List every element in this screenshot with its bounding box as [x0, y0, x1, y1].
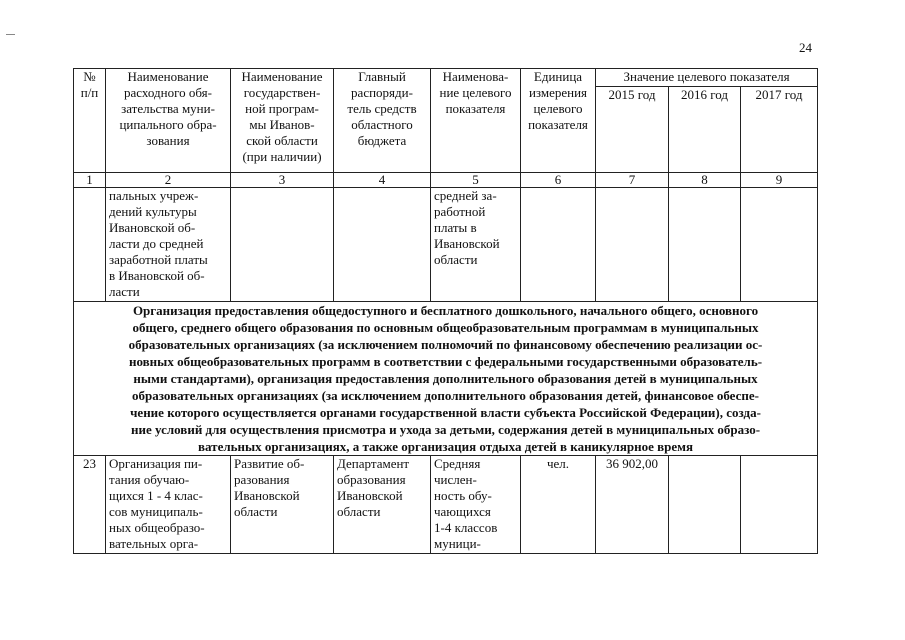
header-unit-line: целевого: [533, 101, 583, 116]
column-number: 2: [106, 173, 231, 188]
row23-value-2015: 36 902,00: [596, 456, 669, 554]
header-obligation-line: расходного обя-: [124, 85, 212, 100]
header-obligation: [106, 69, 231, 173]
header-indicator-line: Наименова-: [442, 69, 509, 84]
header-unit-line: Единица: [533, 69, 583, 84]
cont-indicator-line: платы в: [434, 220, 477, 235]
row23-obligation-line: ных общеобразо-: [109, 520, 205, 535]
header-num: [74, 69, 106, 173]
row23-value-2017: [741, 456, 818, 554]
row23-indicator-line: 1-4 классов: [434, 520, 498, 535]
header-program-line: государствен-: [243, 85, 321, 100]
section-heading-line: новных общеобразовательных программ в соответствии с федеральными государственными образователь-: [129, 354, 763, 369]
header-obligation-line: Наименование: [127, 69, 209, 84]
header-unit-line: показателя: [528, 117, 588, 132]
column-number: 4: [334, 173, 431, 188]
header-manager-line: тель средств: [347, 101, 417, 116]
cont-manager: [334, 188, 431, 302]
header-obligation-line: ципального обра-: [119, 117, 217, 132]
column-number: 1: [74, 173, 106, 188]
header-row-top: [74, 69, 818, 87]
row23-obligation: [106, 456, 231, 554]
row23-obligation-line: вательных орга-: [109, 536, 199, 551]
header-obligation-line: зования: [146, 133, 190, 148]
cont-obligation-line: в Ивановской об-: [109, 268, 205, 283]
row23-manager-line: Департамент: [337, 456, 410, 471]
row23-obligation-line: щихся 1 - 4 клас-: [109, 488, 203, 503]
header-indicator: [431, 69, 521, 173]
header-program-line: ской области: [246, 133, 318, 148]
cont-indicator-line: области: [434, 252, 478, 267]
section-heading-line: образовательных организациях (за исключением полномочий по финансовому обеспечению реализации ос-: [128, 337, 763, 352]
section-heading-line: ние условий для осуществления присмотра и ухода за детьми, содержания детей в муниципальных образо-: [130, 422, 761, 437]
header-value-group: Значение целевого показателя: [596, 69, 818, 87]
column-number: 7: [596, 173, 669, 188]
cont-obligation-line: ласти: [109, 284, 140, 299]
section-heading-line: ными стандартами), организация предоставления дополнительного образования детей в муниципальных: [133, 371, 758, 386]
row23-program-line: разования: [234, 472, 290, 487]
cont-obligation-line: Ивановской об-: [109, 220, 196, 235]
column-number-row: [74, 173, 818, 188]
header-obligation-line: зательства муни-: [121, 101, 215, 116]
row23-indicator-line: ность обу-: [434, 488, 492, 503]
header-program-line: Наименование: [241, 69, 323, 84]
header-manager-line: областного: [351, 117, 413, 132]
header-indicator-line: показателя: [445, 101, 506, 116]
row23-unit: чел.: [521, 456, 596, 554]
row23-manager-line: области: [337, 504, 381, 519]
row23-program-line: Развитие об-: [234, 456, 305, 471]
row23-manager-line: Ивановской: [337, 488, 403, 503]
scan-edge-mark: [6, 34, 15, 35]
header-program: [231, 69, 334, 173]
header-year-2016: 2016 год: [669, 87, 741, 173]
row23-indicator-line: числен-: [434, 472, 477, 487]
column-number: 5: [431, 173, 521, 188]
section-heading-line: образовательных организациях (за исключением дополнительного образования детей, финансовое обеспе-: [132, 388, 759, 403]
row23-indicator-line: чающихся: [434, 504, 491, 519]
header-program-line: мы Иванов-: [249, 117, 315, 132]
header-manager-line: Главный: [358, 69, 406, 84]
cont-obligation-line: ласти до средней: [109, 236, 204, 251]
row23-obligation-line: сов муниципаль-: [109, 504, 203, 519]
section-heading-line: общего, среднего общего образования по основным общеобразовательным программам в муниципальных: [132, 320, 759, 335]
row23-obligation-line: Организация пи-: [109, 456, 203, 471]
row23-manager-line: образования: [337, 472, 406, 487]
section-heading-line: чение которого осуществляется органами государственной власти субъекта Российской Федерации), созда-: [130, 405, 761, 420]
page-number: 24: [799, 40, 812, 55]
header-year-2015: 2015 год: [596, 87, 669, 173]
header-indicator-line: ние целевого: [439, 85, 512, 100]
continuation-row: [74, 188, 818, 302]
header-manager-line: бюджета: [357, 133, 407, 148]
cont-2016: [669, 188, 741, 302]
column-number: 3: [231, 173, 334, 188]
row23-indicator-line: муници-: [434, 536, 481, 551]
row23-program: [231, 456, 334, 554]
column-number: 9: [741, 173, 818, 188]
header-unit-line: измерения: [528, 85, 588, 100]
column-number: 6: [521, 173, 596, 188]
cont-obligation: [106, 188, 231, 302]
cont-program: [231, 188, 334, 302]
header-manager: [334, 69, 431, 173]
row23-program-line: Ивановской: [234, 488, 300, 503]
section-heading-line: вательных организациях, а также организация отдыха детей в каникулярное время: [198, 439, 694, 454]
cont-2015: [596, 188, 669, 302]
section-heading-row: [74, 302, 818, 456]
row23-indicator-line: Средняя: [434, 456, 481, 471]
cont-2017: [741, 188, 818, 302]
cont-num: [74, 188, 106, 302]
header-program-line: (при наличии): [242, 149, 322, 164]
cont-obligation-line: пальных учреж-: [109, 188, 199, 203]
header-year-2017: 2017 год: [741, 87, 818, 173]
target-indicators-table: [73, 68, 818, 554]
section-heading-line: Организация предоставления общедоступного и бесплатного дошкольного, начального общего, основного: [132, 303, 759, 318]
cont-unit: [521, 188, 596, 302]
row23-value-2016: [669, 456, 741, 554]
header-unit: [521, 69, 596, 173]
header-program-line: ной програм-: [245, 101, 319, 116]
row23-manager: [334, 456, 431, 554]
cont-indicator-line: средней за-: [434, 188, 497, 203]
row23-obligation-line: тания обучаю-: [109, 472, 190, 487]
column-number: 8: [669, 173, 741, 188]
section-heading: [74, 302, 818, 456]
row23-indicator: [431, 456, 521, 554]
header-manager-line: распоряди-: [351, 85, 413, 100]
header-num-label: № п/п: [80, 69, 99, 100]
cont-indicator-line: работной: [434, 204, 486, 219]
table-row-23: [74, 456, 818, 554]
cont-obligation-line: заработной платы: [109, 252, 208, 267]
row23-program-line: области: [234, 504, 278, 519]
cont-indicator-line: Ивановской: [434, 236, 500, 251]
cont-indicator: [431, 188, 521, 302]
cont-obligation-line: дений культуры: [109, 204, 197, 219]
row23-num: 23: [74, 456, 106, 554]
